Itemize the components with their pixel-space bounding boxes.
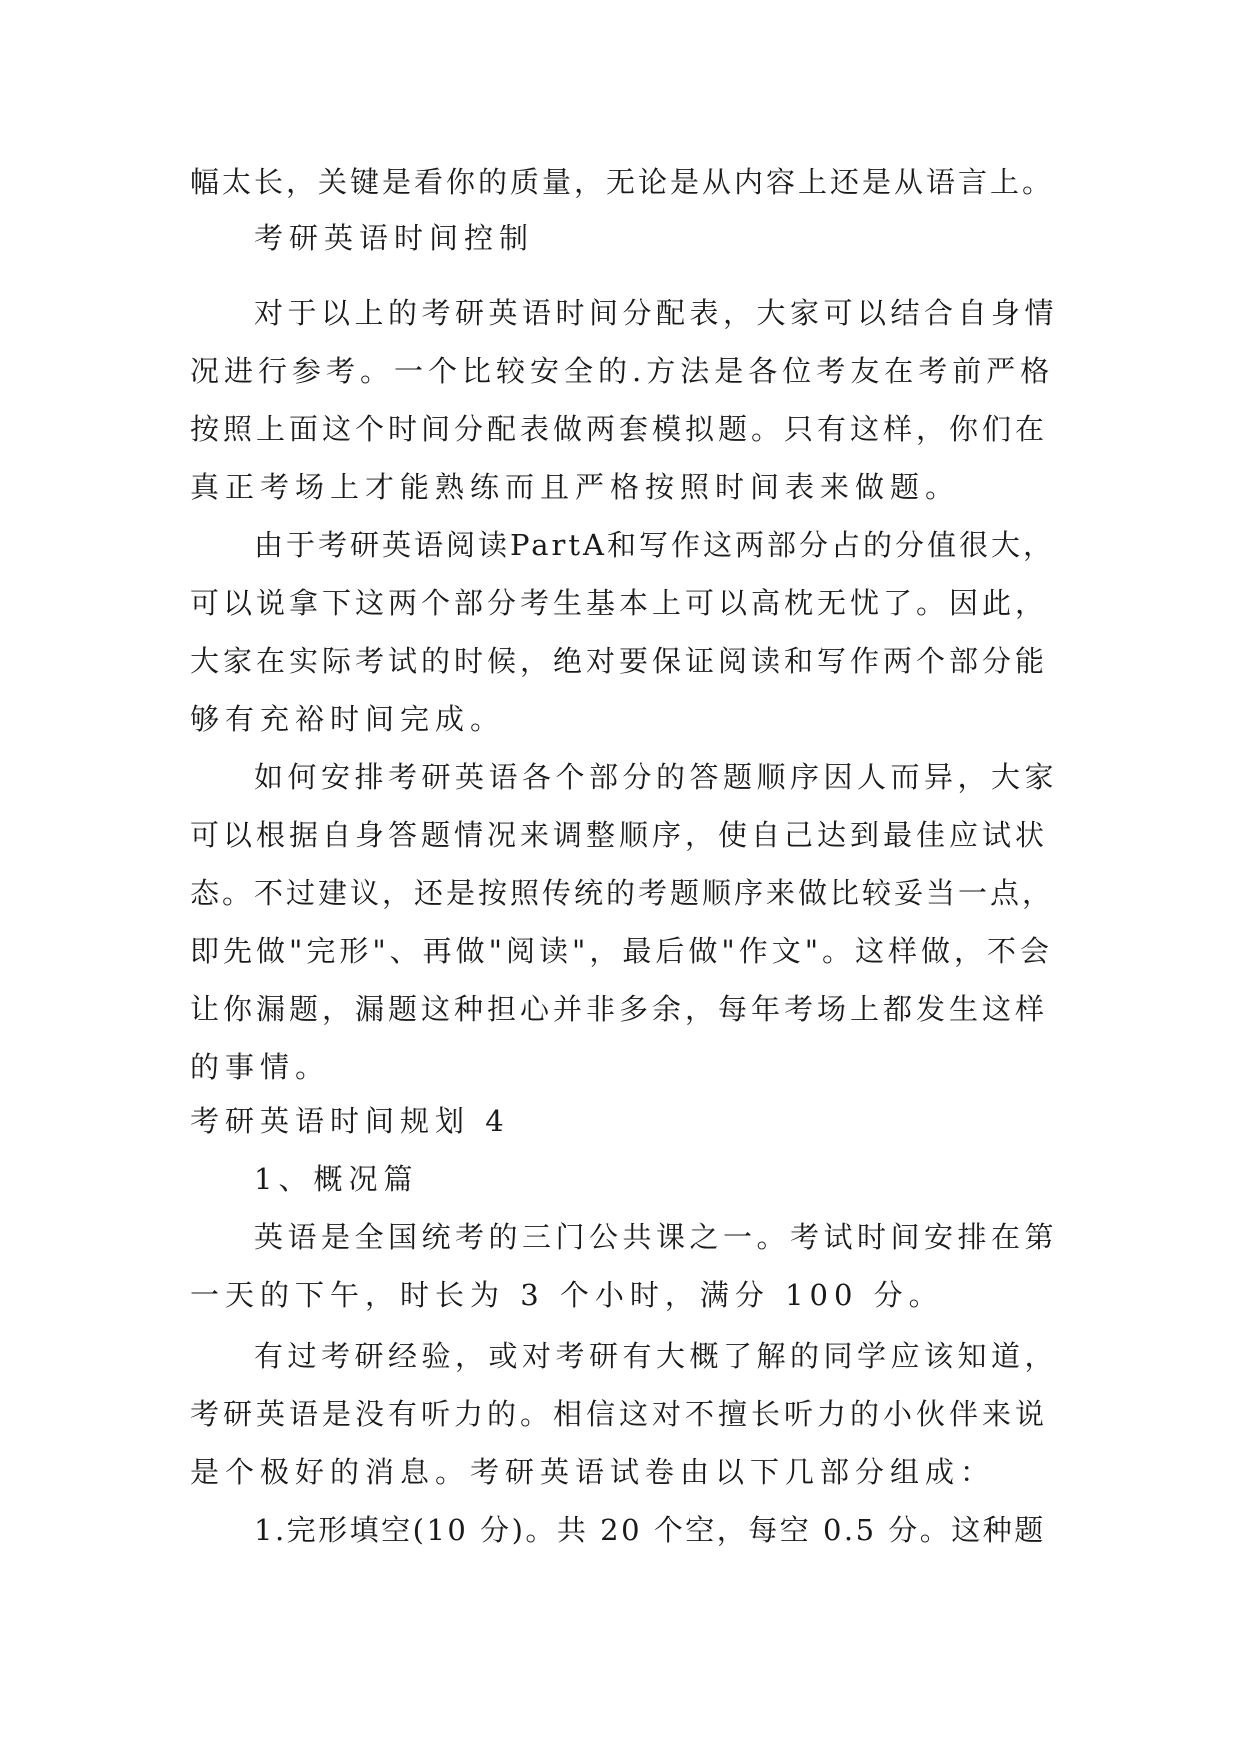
text-line-continuation: 幅太长，关键是看你的质量，无论是从内容上还是从语言上。: [190, 165, 1055, 199]
paragraph-line: 按照上面这个时间分配表做两套模拟题。只有这样，你们在: [190, 412, 1049, 446]
paragraph-line: 的事情。: [190, 1050, 331, 1084]
paragraph-line: 有过考研经验，或对考研有大概了解的同学应该知道，: [254, 1339, 1059, 1373]
paragraph-line: 如何安排考研英语各个部分的答题顺序因人而异，大家: [254, 760, 1059, 794]
paragraph-line: 真正考场上才能熟练而且严格按照时间表来做题。: [190, 470, 961, 504]
paragraph-line: 够有充裕时间完成。: [190, 702, 506, 736]
paragraph-line: 可以说拿下这两个部分考生基本上可以高枕无忧了。因此，: [190, 586, 1049, 620]
paragraph-line: 一天的下午，时长为 3 个小时，满分 100 分。: [190, 1278, 944, 1312]
paragraph-line: 大家在实际考试的时候，绝对要保证阅读和写作两个部分能: [190, 644, 1049, 678]
paragraph-line: 可以根据自身答题情况来调整顺序，使自己达到最佳应试状: [190, 818, 1049, 852]
paragraph-line: 对于以上的考研英语时间分配表，大家可以结合自身情: [254, 296, 1059, 330]
paragraph-line: 即先做"完形"、再做"阅读"，最后做"作文"。这样做，不会: [190, 934, 1054, 968]
paragraph-line: 由于考研英语阅读PartA和写作这两部分占的分值很大，: [254, 528, 1055, 562]
subsection-heading-overview: 1、概况篇: [254, 1162, 419, 1196]
section-heading-time-plan-4: 考研英语时间规划 4: [190, 1104, 510, 1138]
section-heading-time-control: 考研英语时间控制: [254, 221, 535, 255]
paragraph-line: 让你漏题，漏题这种担心并非多余，每年考场上都发生这样: [190, 992, 1049, 1026]
paragraph-line: 态。不过建议，还是按照传统的考题顺序来做比较妥当一点，: [190, 876, 1055, 910]
paragraph-line: 考研英语是没有听力的。相信这对不擅长听力的小伙伴来说: [190, 1397, 1049, 1431]
paragraph-line: 是个极好的消息。考研英语试卷由以下几部分组成：: [190, 1455, 996, 1489]
paragraph-line: 况进行参考。一个比较安全的.方法是各位考友在考前严格: [190, 354, 1055, 388]
paragraph-line: 英语是全国统考的三门公共课之一。考试时间安排在第: [254, 1220, 1059, 1254]
list-item-cloze: 1.完形填空(10 分)。共 20 个空，每空 0.5 分。这种题: [254, 1513, 1046, 1547]
